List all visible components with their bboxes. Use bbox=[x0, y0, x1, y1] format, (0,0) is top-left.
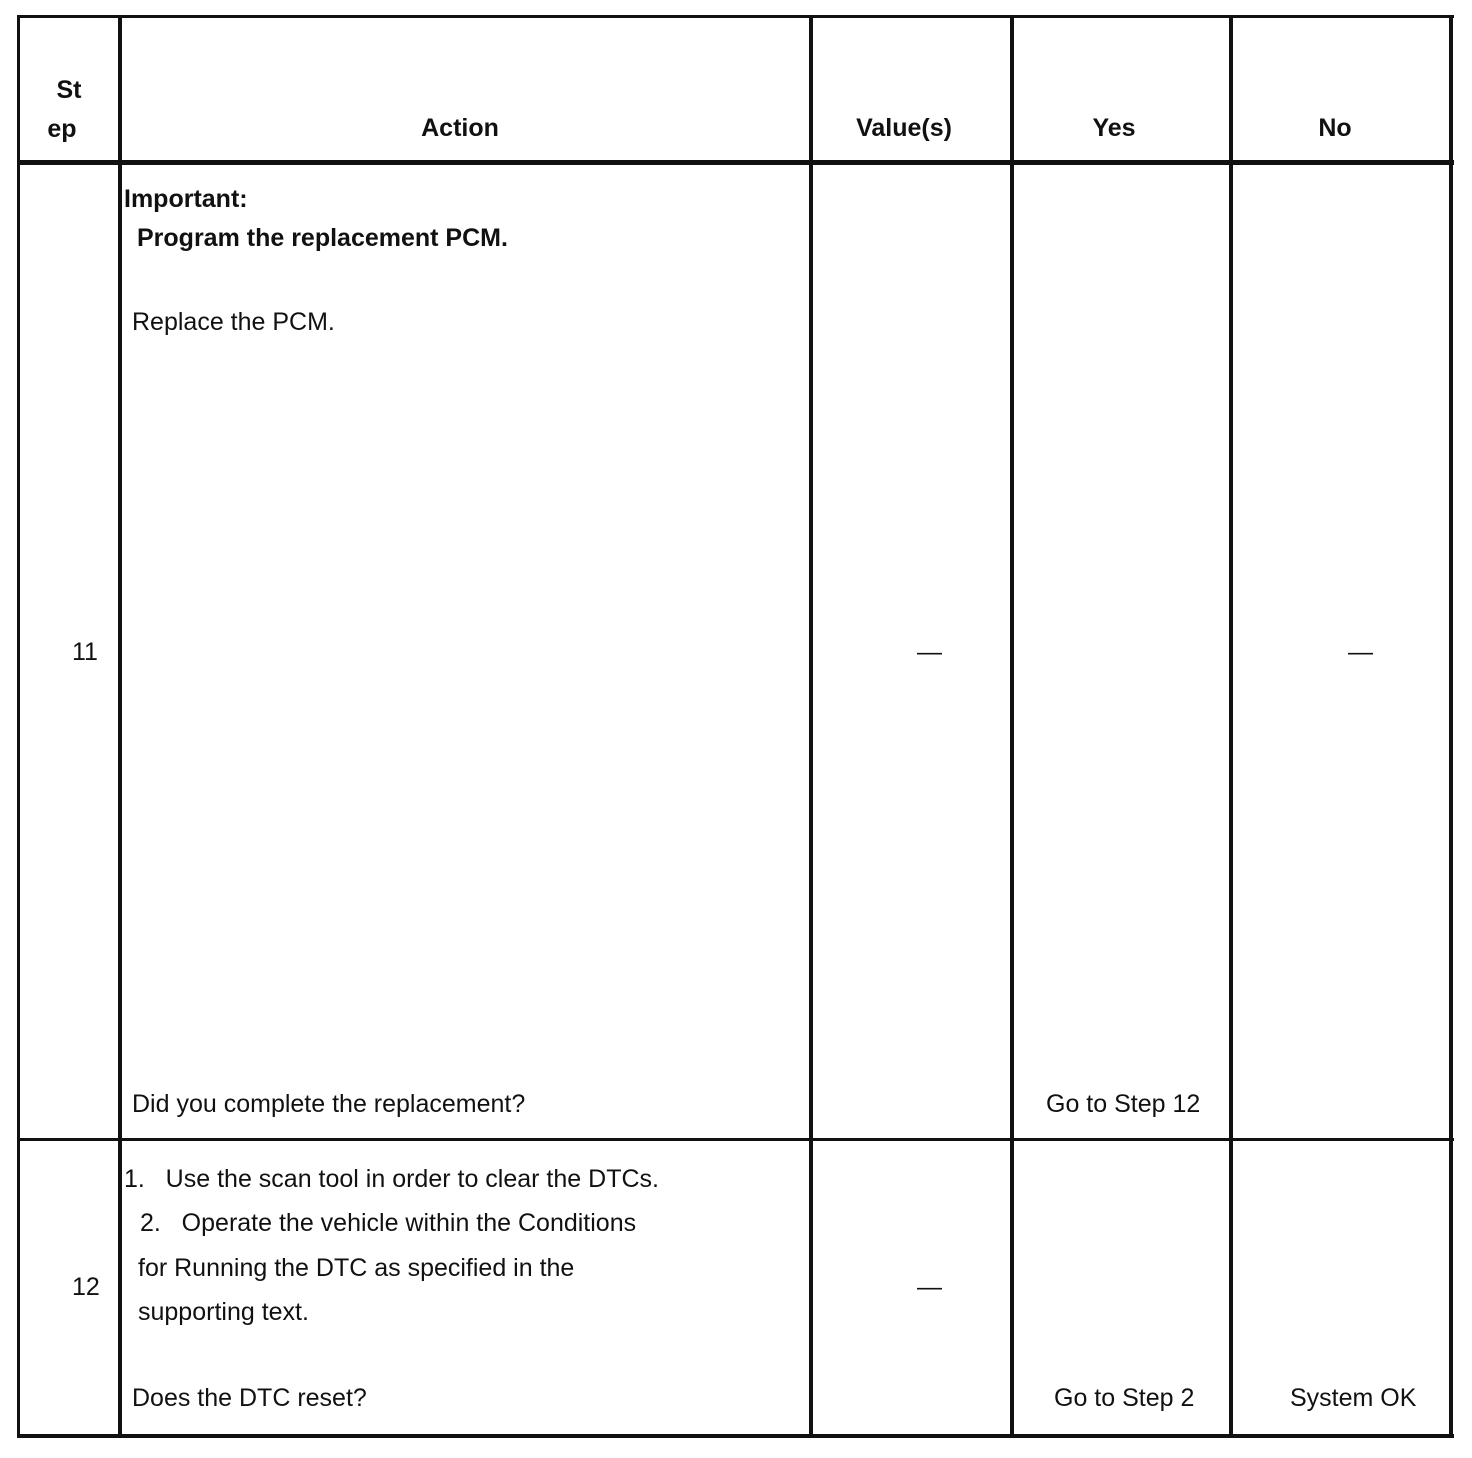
row-divider bbox=[17, 1138, 1454, 1141]
action-item-2: 2. Operate the vehicle within the Conditions bbox=[140, 1209, 637, 1237]
important-text: Program the replacement PCM. bbox=[137, 224, 508, 252]
header-no: No bbox=[1318, 114, 1352, 142]
action-item-1: 1. Use the scan tool in order to clear the DTCs. bbox=[124, 1165, 659, 1193]
value-cell: — bbox=[917, 638, 942, 666]
value-cell: — bbox=[917, 1273, 942, 1301]
header-step-line1: St bbox=[56, 76, 82, 104]
header-values: Value(s) bbox=[856, 114, 952, 142]
header-action: Action bbox=[421, 114, 499, 142]
no-cell: System OK bbox=[1290, 1384, 1417, 1412]
column-divider-yes bbox=[1229, 15, 1233, 1438]
column-divider-step bbox=[118, 15, 122, 1438]
action-question: Did you complete the replacement? bbox=[132, 1090, 526, 1118]
table-border-top bbox=[17, 15, 1454, 18]
yes-cell: Go to Step 12 bbox=[1046, 1090, 1201, 1118]
table-border-bottom bbox=[17, 1434, 1454, 1438]
no-cell: — bbox=[1348, 638, 1373, 666]
header-divider bbox=[17, 160, 1454, 165]
column-divider-values bbox=[1010, 15, 1014, 1438]
action-item-2-cont2: supporting text. bbox=[138, 1298, 309, 1326]
important-label: Important: bbox=[124, 185, 248, 213]
table-border-right bbox=[1449, 15, 1453, 1438]
header-yes: Yes bbox=[1092, 114, 1136, 142]
yes-cell: Go to Step 2 bbox=[1054, 1384, 1195, 1412]
step-number: 11 bbox=[72, 638, 98, 666]
action-question: Does the DTC reset? bbox=[132, 1384, 367, 1412]
step-number: 12 bbox=[72, 1273, 100, 1301]
action-item-2-cont: for Running the DTC as specified in the bbox=[138, 1254, 575, 1282]
action-instruction: Replace the PCM. bbox=[132, 308, 335, 336]
column-divider-action bbox=[809, 15, 813, 1438]
table-border-left bbox=[17, 15, 20, 1438]
header-step-line2: ep bbox=[47, 115, 77, 143]
